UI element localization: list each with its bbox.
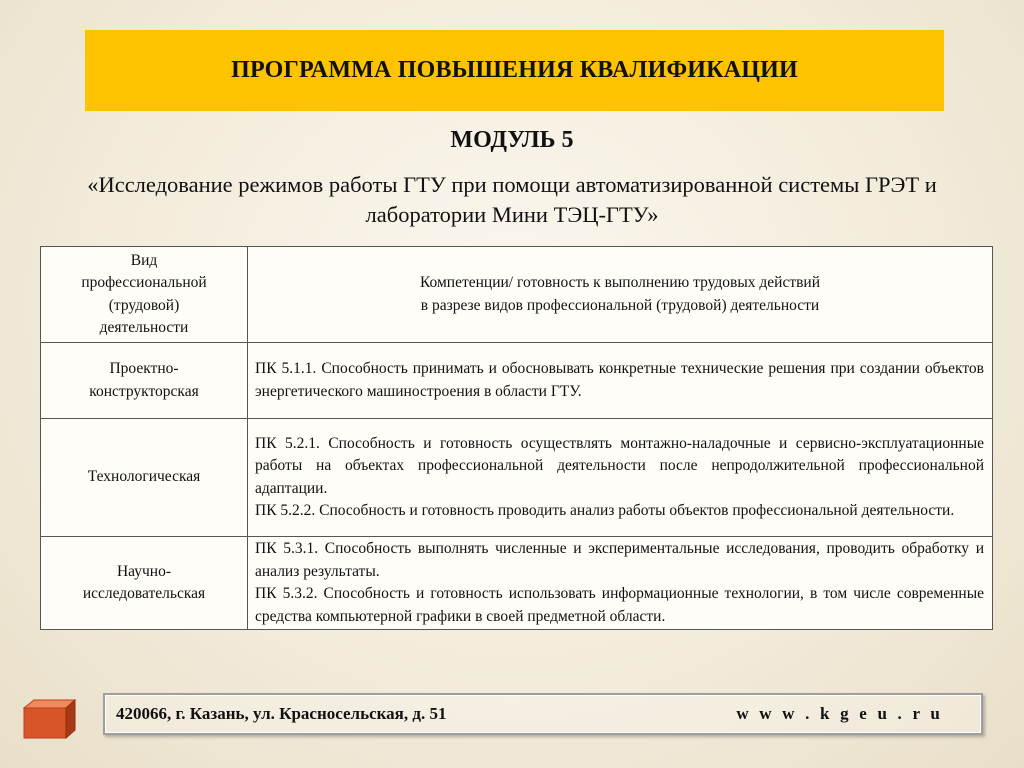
activity-type-cell: Проектно- конструкторская — [41, 343, 248, 419]
competency-cell — [248, 419, 993, 537]
competency-item: ПК 5.1.1. Способность принимать и обосновывать конкретные технические решения при создании объектов энергетического машиностроения в области ГТУ. — [255, 360, 984, 400]
subtitle-line-1: «Исследование режимов работы ГТУ при помощи автоматизированной системы ГРЭТ и — [87, 172, 937, 197]
footer-bar — [103, 693, 983, 735]
cube-icon — [22, 698, 76, 740]
banner-title: ПРОГРАММА ПОВЫШЕНИЯ КВАЛИФИКАЦИИ — [231, 57, 798, 83]
table-row — [41, 537, 993, 630]
footer-website[interactable]: w w w . k g e u . r u — [736, 704, 943, 723]
table-row — [41, 343, 993, 419]
competency-item: ПК 5.2.2. Способность и готовность проводить анализ работы объектов профессиональной деятельности. — [255, 502, 955, 519]
module-title: МОДУЛЬ 5 — [450, 127, 574, 153]
module-subtitle — [15, 170, 1009, 230]
competency-cell — [248, 537, 993, 630]
competency-item: ПК 5.3.1. Способность выполнять численные и экспериментальные исследования, проводить обработку и анализ результаты. — [255, 540, 984, 580]
activity-type-cell: Технологическая — [41, 419, 248, 537]
activity-type-cell: Научно- исследовательская — [41, 537, 248, 630]
footer-address: 420066, г. Казань, ул. Красносельская, д. 51 — [116, 704, 447, 723]
competencies-table — [40, 246, 993, 630]
table-header-row — [41, 247, 993, 343]
table-row — [41, 419, 993, 537]
header-competencies: Компетенции/ готовность к выполнению трудовых действий в разрезе видов профессиональной (трудовой) деятельности — [248, 247, 993, 343]
competency-item: ПК 5.3.2. Способность и готовность использовать информационные технологии, в том числе современные средства компьютерной графики в своей предметной области. — [255, 585, 984, 625]
header-activity-type: Вид профессиональной (трудовой) деятельности — [41, 247, 248, 343]
subtitle-line-2: лаборатории Мини ТЭЦ-ГТУ» — [365, 202, 659, 227]
competency-cell — [248, 343, 993, 419]
title-banner — [85, 30, 944, 111]
competency-item: ПК 5.2.1. Способность и готовность осуществлять монтажно-наладочные и сервисно-эксплуатационные работы на объектах профессиональной деятельности после непродолжительной профессиональной адаптации. — [255, 434, 984, 497]
